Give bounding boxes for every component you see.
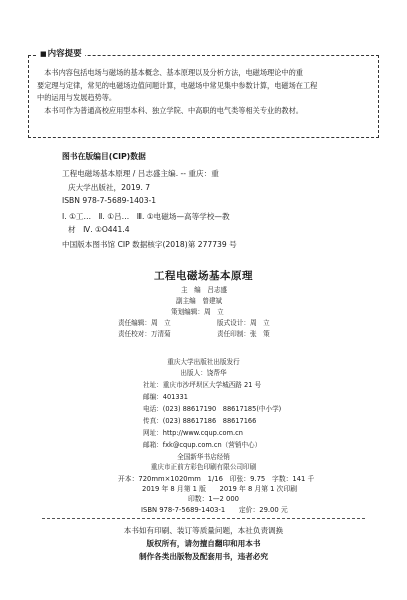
cip-data-block bbox=[62, 150, 362, 252]
divider bbox=[42, 518, 365, 519]
chief-editor: 主 编 吕志盛 bbox=[181, 286, 228, 294]
publisher-person: 出版人：饶帮华 bbox=[180, 369, 227, 377]
footer-line: 本书如有印刷、装订等质量问题，本社负责调换 bbox=[123, 526, 284, 535]
cip-record-number: 中国版本图书馆 CIP 数据核字(2018)第 277739 号 bbox=[62, 240, 237, 250]
footer-line: 版权所有，请勿擅自翻印和用本书 bbox=[146, 539, 261, 548]
proofreader: 责任校对：万清菊 bbox=[118, 330, 171, 338]
cip-line: 工程电磁场基本原理 / 吕志盛主编. -- 重庆：重 bbox=[62, 169, 219, 179]
cip-isbn: ISBN 978-7-5689-1403-1 bbox=[62, 196, 157, 206]
cip-heading: 图书在版编目(CIP)数据 bbox=[62, 152, 146, 161]
print-count: 印数：1—2 000 bbox=[188, 495, 239, 503]
summary-line: 要定理与定律，常见的电磁场边值问题计算，电磁场中常见集中参数计算，电磁场在工程 bbox=[37, 80, 318, 90]
footer-notice bbox=[0, 524, 407, 563]
publisher-name: 重庆大学出版社出版发行 bbox=[167, 358, 240, 366]
summary-title-text: 内容提要 bbox=[47, 49, 82, 59]
print-supervisor: 责任印制：张 策 bbox=[217, 330, 270, 338]
book-title: 工程电磁场基本原理 bbox=[154, 270, 253, 282]
publisher-postcode: 邮编：401331 bbox=[143, 393, 188, 401]
summary-line: 中的运用与发展趋势等。 bbox=[37, 93, 117, 103]
publisher-phone: 电话：(023) 88617190 88617185(中小学) bbox=[143, 405, 282, 413]
layout-designer: 版式设计：周 立 bbox=[217, 319, 270, 327]
distributor: 全国新华书店经销 bbox=[177, 453, 230, 461]
publisher-fax: 传真：(023) 88617186 88617166 bbox=[143, 417, 257, 425]
summary-text bbox=[37, 67, 373, 117]
cip-line: 庆大学出版社，2019. 7 bbox=[68, 182, 151, 192]
edition-info: 2019 年 8 月第 1 版 2019 年 8 月第 1 次印刷 bbox=[142, 485, 298, 493]
planning-editor: 策划编辑：周 立 bbox=[171, 308, 224, 316]
responsible-editor: 责任编辑：周 立 bbox=[118, 319, 171, 327]
summary-title bbox=[37, 48, 85, 60]
summary-line: 本书可作为普通高校应用型本科、独立学院、中高职的电气类等相关专业的教材。 bbox=[37, 105, 303, 115]
isbn-price: ISBN 978-7-5689-1403-1 定价：29.00 元 bbox=[141, 506, 288, 514]
cip-line: 材 Ⅳ. ①O441.4 bbox=[68, 225, 130, 235]
publisher-email: 邮箱：fxk@cqup.com.cn（营销中心） bbox=[143, 441, 262, 449]
square-bullet-icon: ■ bbox=[40, 50, 47, 58]
publisher-address: 社址：重庆市沙坪坝区大学城西路 21 号 bbox=[143, 381, 262, 389]
summary-box bbox=[28, 49, 379, 138]
book-format: 开本：720mm×1020mm 1/16 印张：9.75 字数：141 千 bbox=[118, 475, 315, 483]
cip-line: Ⅰ. ①工… Ⅱ. ①吕… Ⅲ. ①电磁场—高等学校—教 bbox=[62, 211, 230, 221]
footer-line: 制作各类出版物及配套用书，违者必究 bbox=[138, 552, 269, 561]
printer: 重庆市正前方彩色印刷有限公司印刷 bbox=[150, 463, 257, 471]
associate-editor: 副主编 曾建斌 bbox=[176, 297, 223, 305]
summary-line: 本书内容包括电场与磁场的基本概念、基本原理以及分析方法，电磁场理论中的重 bbox=[37, 68, 303, 77]
publisher-website: 网址：http://www.cqup.com.cn bbox=[143, 429, 243, 437]
